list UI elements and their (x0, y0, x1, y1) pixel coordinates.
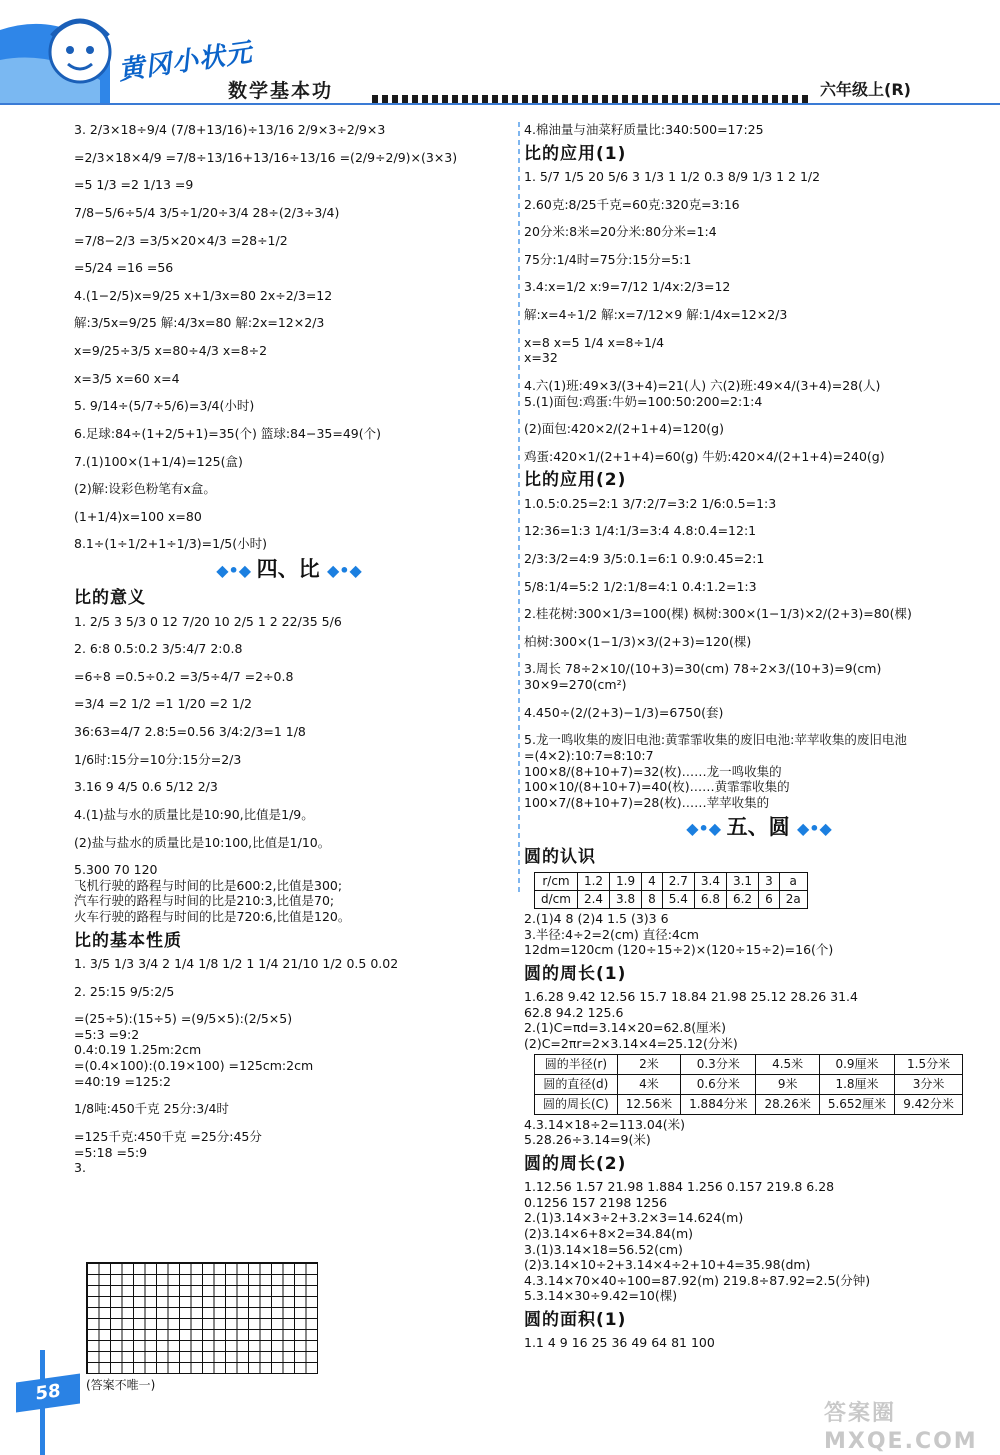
answer-line: (2)解:设彩色粉笔有x盒。 (74, 481, 216, 497)
table-cell: 3.8 (610, 890, 642, 908)
answer-line: =7/8−2/3 =3/5×20×4/3 =28÷1/2 (74, 232, 288, 248)
answer-line: 0.1256 157 2198 1256 (524, 1194, 668, 1210)
answer-line: (2)面包:420×2/(2+1+4)=120(g) (524, 421, 724, 437)
table-cell: 8 (642, 890, 663, 908)
chapter-title: 五、圆 (726, 815, 790, 840)
answer-line: 4.3.14×18÷2=113.04(米) (524, 1116, 686, 1132)
answer-line: 0.4:0.19 1.25m:2cm (74, 1042, 202, 1058)
section-heading: 圆的周长(2) (524, 1153, 627, 1174)
table-cell: 1.884分米 (681, 1094, 756, 1114)
table-cell: 1.5分米 (895, 1054, 963, 1074)
answer-line: x=8 x=5 1/4 x=8÷1/4 (524, 334, 665, 350)
answer-line: 5/8:1/4=5:2 1/2:1/8=4:1 0.4:1.2=1:3 (524, 578, 757, 594)
answer-line: 12:36=1:3 1/4:1/3=3:4 4.8:0.4=12:1 (524, 523, 757, 539)
chapter-title: 四、比 (256, 557, 320, 581)
page-number: 58 (16, 1374, 80, 1413)
drawing-grid (86, 1262, 318, 1374)
answer-line: 1.1 4 9 16 25 36 49 64 81 100 (524, 1335, 715, 1351)
app1-answers (524, 169, 994, 465)
answer-line: 6.足球:84÷(1+2/5+1)=35(个) 篮球:84−35=49(个) (74, 425, 381, 441)
answer-line: 100×10/(8+10+7)=40(枚)……黄霏霏收集的 (524, 779, 790, 795)
table-cell: r/cm (535, 872, 578, 890)
left-answers-block (74, 122, 504, 552)
table-cell: 3分米 (895, 1074, 963, 1094)
answer-line: 8.1÷(1÷1/2+1÷1/3)=1/5(小时) (74, 536, 268, 552)
answer-line: 4.棉油量与油菜籽质量比:340:500=17:25 (524, 122, 764, 137)
answer-line: 2.(1)C=πd=3.14×20=62.8(厘米) (524, 1020, 727, 1036)
table-cell: 2.7 (662, 872, 694, 890)
table-row (535, 1094, 963, 1114)
answer-line: 解:3/5x=9/25 解:4/3x=80 解:2x=12×2/3 (74, 315, 325, 331)
diamond-icon: ◆•◆ (686, 819, 727, 839)
answer-line: 1. 2/5 3 5/3 0 12 7/20 10 2/5 1 2 22/35 5/6 (74, 613, 342, 629)
answer-line: 5.3.14×30÷9.42=10(棵) (524, 1288, 678, 1304)
answer-line: 1. 3/5 1/3 3/4 2 1/4 1/8 1/2 1 1/4 21/10 1/2 0.5 0.02 (74, 955, 399, 971)
answer-line: 7.(1)100×(1+1/4)=125(盒) (74, 453, 243, 469)
answer-line: 柏树:300×(1−1/3)×3/(2+3)=120(棵) (524, 633, 752, 649)
answer-line: 飞机行驶的路程与时间的比是600:2,比值是300; (74, 877, 343, 893)
answer-line: (2)3.14×10÷2+3.14×4÷2+10+4=35.98(dm) (524, 1257, 811, 1273)
answer-line: 3.半径:4÷2=2(cm) 直径:4cm (524, 926, 699, 942)
column-divider (518, 122, 520, 892)
answer-line: =2/3×18×4/9 =7/8÷13/16+13/16÷13/16 =(2/9÷2/9)×(3×3) (74, 149, 458, 165)
chapter-heading (524, 814, 994, 840)
answer-line: 12dm=120cm (120÷15÷2)×(120÷15÷2)=16(个) (524, 942, 834, 958)
answer-line: 4.(1)盐与水的质量比是10:90,比值是1/9。 (74, 806, 314, 822)
section-heading: 圆的周长(1) (524, 963, 627, 984)
answer-line: 1/8吨:450千克 25分:3/4时 (74, 1101, 229, 1117)
answer-line: 100×8/(8+10+7)=32(枚)……龙一鸣收集的 (524, 763, 782, 779)
answer-line: 3.16 9 4/5 0.6 5/12 2/3 (74, 779, 218, 795)
table-cell: 5.652厘米 (819, 1094, 894, 1114)
diamond-icon: ◆•◆ (796, 819, 832, 839)
table-cell: 2米 (617, 1054, 680, 1074)
section-heading: 圆的认识 (524, 846, 596, 867)
left-column (74, 122, 504, 1176)
header-rule (0, 103, 1000, 105)
answer-line: 鸡蛋:420×1/(2+1+4)=60(g) 牛奶:420×4/(2+1+4)=240(g) (524, 448, 885, 464)
table-row (535, 1074, 963, 1094)
answer-line: =(4×2):10:7=8:10:7 (524, 747, 654, 763)
answer-line: 1.0.5:0.25=2:1 3/7:2/7=3:2 1/6:0.5=1:3 (524, 495, 777, 511)
answer-line: =(0.4×100):(0.19×100) =125cm:2cm (74, 1058, 314, 1073)
grid-note: (答案不唯一) (86, 1378, 156, 1392)
radius-diameter-table (534, 872, 808, 909)
answer-line: =(25÷5):(15÷5) =(9/5×5):(2/5×5) (74, 1011, 293, 1027)
answer-line: (2)C=2πr=2×3.14×4=25.12(分米) (524, 1035, 738, 1051)
answer-line: 20分米:8米=20分米:80分米=1:4 (524, 224, 717, 240)
answer-line: 1.6.28 9.42 12.56 15.7 18.84 21.98 25.12 28.26 31.4 (524, 989, 858, 1004)
table-cell: 4 (642, 872, 663, 890)
answer-line: 2.(1)3.14×3÷2+3.2×3=14.624(m) (524, 1210, 744, 1226)
answer-line: 1. 5/7 1/5 20 5/6 3 1/3 1 1/2 0.3 8/9 1/3 1 2 1/2 (524, 168, 821, 184)
answer-line: 2.桂花树:300×1/3=100(棵) 枫树:300×(1−1/3)×2/(2+3)=80(棵) (524, 606, 912, 622)
section-heading: 圆的面积(1) (524, 1310, 627, 1330)
table-cell: 28.26米 (756, 1094, 819, 1114)
answer-line: 2. 25:15 9/5:2/5 (74, 983, 175, 999)
answer-line: 1/6时:15分=10分:15分=2/3 (74, 751, 242, 767)
answer-line: =5/24 =16 =56 (74, 260, 174, 276)
table-cell: 0.9厘米 (819, 1054, 894, 1074)
table-cell: 6.2 (726, 890, 758, 908)
answer-line: 解:x=4÷1/2 解:x=7/12×9 解:1/4x=12×2/3 (524, 307, 788, 322)
table-cell: 1.9 (610, 872, 642, 890)
table-cell: 4米 (617, 1074, 680, 1094)
table-cell: 3.1 (726, 872, 758, 890)
table-cell: 0.3分米 (681, 1054, 756, 1074)
section-heading: 比的意义 (74, 588, 146, 609)
table-cell: 12.56米 (617, 1094, 680, 1114)
answer-line: 5. 9/14÷(5/7÷5/6)=3/4(小时) (74, 398, 255, 414)
table-cell: 圆的直径(d) (535, 1074, 618, 1094)
table-row (535, 1054, 963, 1074)
answer-line: 2. 6:8 0.5:0.2 3/5:4/7 2:0.8 (74, 641, 243, 657)
table-cell: 4.5米 (756, 1054, 819, 1074)
answer-line: x=3/5 x=60 x=4 (74, 370, 180, 386)
section-heading: 比的应用(2) (524, 470, 627, 491)
answer-line: =3/4 =2 1/2 =1 1/20 =2 1/2 (74, 696, 253, 712)
circle-measure-table (534, 1054, 963, 1115)
table-row (535, 872, 808, 890)
section-heading: 比的应用(1) (524, 143, 627, 164)
table-cell: d/cm (535, 890, 578, 908)
answer-line: 4.3.14×70×40÷100=87.92(m) 219.8÷87.92=2.5(分钟) (524, 1272, 871, 1288)
table-cell: 5.4 (662, 890, 694, 908)
diamond-icon: ◆•◆ (216, 561, 257, 580)
table-cell: 9米 (756, 1074, 819, 1094)
answer-line: 1.12.56 1.57 21.98 1.884 1.256 0.157 219.8 6.28 (524, 1179, 835, 1194)
header-dotted-rule (372, 95, 812, 103)
diamond-icon: ◆•◆ (326, 561, 362, 580)
answer-line: 36:63=4/7 2.8:5=0.56 3/4:2/3=1 1/8 (74, 724, 306, 739)
book-title: 数学基本功 (228, 80, 334, 102)
answer-line: 5.28.26÷3.14=9(米) (524, 1132, 651, 1148)
table-cell: 9.42分米 (895, 1094, 963, 1114)
table-cell: 2.4 (577, 890, 609, 908)
watermark: 答案圈 MXQE.COM (824, 1401, 978, 1454)
answer-line: (1+1/4)x=100 x=80 (74, 508, 202, 524)
table-cell: 1.2 (577, 872, 609, 890)
answer-line: x=9/25÷3/5 x=80÷4/3 x=8÷2 (74, 343, 268, 358)
table-row (535, 890, 808, 908)
basic-answers (74, 956, 504, 1176)
answer-line: 62.8 94.2 125.6 (524, 1004, 624, 1020)
answer-line: (2)3.14×6+8×2=34.84(m) (524, 1225, 694, 1241)
answer-line: 3.4:x=1/2 x:9=7/12 1/4x:2/3=12 (524, 279, 731, 295)
right-column (524, 122, 994, 1351)
answer-line: 3. (74, 1160, 86, 1176)
meaning-answers (74, 614, 504, 925)
answer-line: =5:18 =5:9 (74, 1144, 148, 1160)
answer-line: 4.(1−2/5)x=9/25 x+1/3x=80 2x÷2/3=12 (74, 287, 333, 303)
answer-line: =6÷8 =0.5÷0.2 =3/5÷4/7 =2÷0.8 (74, 668, 294, 684)
answer-line: x=32 (524, 350, 558, 366)
answer-line: 4.450÷(2/(2+3)−1/3)=6750(套) (524, 704, 724, 720)
answer-line: 2.(1)4 8 (2)4 1.5 (3)3 6 (524, 910, 669, 926)
answer-line: 5.(1)面包:鸡蛋:牛奶=100:50:200=2:1:4 (524, 393, 763, 409)
answer-line: 5.300 70 120 (74, 862, 158, 878)
answer-line: =5 1/3 =2 1/13 =9 (74, 177, 194, 193)
answer-line: 3.(1)3.14×18=56.52(cm) (524, 1241, 683, 1257)
answer-line: 2.60克:8/25千克=60克:320克=3:16 (524, 196, 740, 212)
table-cell: 6.8 (694, 890, 726, 908)
answer-line: 75分:1/4时=75分:15分=5:1 (524, 251, 692, 267)
section-heading: 比的基本性质 (74, 930, 182, 951)
grade-label: 六年级上(R) (820, 80, 911, 99)
table-cell: 6 (759, 890, 780, 908)
answer-line: 3.周长 78÷2×10/(10+3)=30(cm) 78÷2×3/(10+3)=9(cm) (524, 661, 882, 677)
table-cell: 3.4 (694, 872, 726, 890)
table-cell: a (779, 872, 807, 890)
table-cell: 1.8厘米 (819, 1074, 894, 1094)
brand-logo-text: 黄冈小状元 (116, 37, 255, 87)
answer-line: (2)盐与盐水的质量比是10:100,比值是1/10。 (74, 834, 331, 850)
answer-line: 2/3:3/2=4:9 3/5:0.1=6:1 0.9:0.45=2:1 (524, 550, 765, 566)
answer-line: =125千克:450千克 =25分:45分 (74, 1128, 262, 1144)
chapter-heading (74, 556, 504, 582)
answer-line: 火车行驶的路程与时间的比是720:6,比值是120。 (74, 909, 351, 924)
table-cell: 3 (759, 872, 780, 890)
app2-answers (524, 496, 994, 811)
answer-line: 4.六(1)班:49×3/(3+4)=21(人) 六(2)班:49×4/(3+4)=28(人) (524, 377, 881, 393)
table-cell: 0.6分米 (681, 1074, 756, 1094)
answer-line: 30×9=270(cm²) (524, 677, 627, 692)
answer-line: 3. 2/3×18÷9/4 (7/8+13/16)÷13/16 2/9×3÷2/9×3 (74, 122, 386, 137)
answer-line: 100×7/(8+10+7)=28(枚)……苹苹收集的 (524, 794, 770, 810)
table-cell: 圆的半径(r) (535, 1054, 618, 1074)
answer-line: =5:3 =9:2 (74, 1026, 140, 1042)
answer-line: =40:19 =125:2 (74, 1073, 171, 1089)
table-cell: 2a (779, 890, 807, 908)
table-cell: 圆的周长(C) (535, 1094, 618, 1114)
answer-line: 7/8−5/6÷5/4 3/5÷1/20÷3/4 28÷(2/3÷3/4) (74, 204, 340, 220)
answer-line: 汽车行驶的路程与时间的比是210:3,比值是70; (74, 893, 335, 909)
answer-line: 5.龙一鸣收集的废旧电池:黄霏霏收集的废旧电池:苹苹收集的废旧电池 (524, 732, 907, 748)
